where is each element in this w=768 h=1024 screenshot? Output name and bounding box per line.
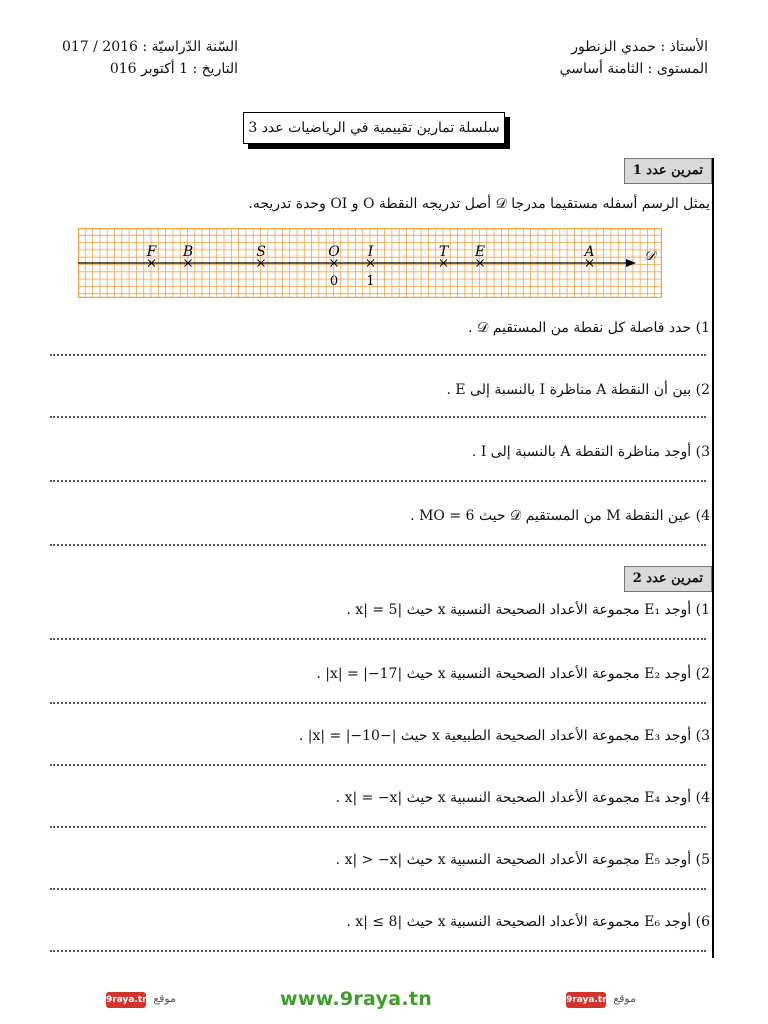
- teacher-name: الأستاذ : حمدي الزنطور: [571, 39, 708, 55]
- site-logo-right[interactable]: [566, 992, 636, 1010]
- logo-badge: 9raya.tn: [106, 992, 146, 1008]
- ex1-question-1: 1) حدد فاصلة كل نقطة من المستقيم 𝒟 .: [468, 320, 710, 336]
- footer: [0, 990, 768, 1014]
- school-year: السّنة الدّراسيّة : 2016 / 017: [61, 39, 238, 55]
- margin-rule: [712, 158, 714, 958]
- logo-badge: 9raya.tn: [566, 992, 606, 1008]
- page-title: سلسلة تمارين تقييمية في الرياضيات عدد 3: [243, 112, 505, 144]
- answer-dots: [50, 474, 706, 482]
- answer-dots: [50, 882, 706, 890]
- ex2-question-4: 4) أوجد E₄ مجموعة الأعداد الصحيحة النسبية x حيث |x| = −x .: [335, 790, 710, 806]
- point-label-I: I: [367, 244, 374, 260]
- ex1-question-4: 4) عين النقطة M من المستقيم 𝒟 حيث MO = 6 .: [410, 508, 710, 524]
- tick-label: 1: [366, 274, 375, 289]
- number-line-svg: [78, 228, 662, 298]
- ex2-question-3: 3) أوجد E₃ مجموعة الأعداد الصحيحة الطبيعية x حيث |−x| = |−10| .: [298, 728, 710, 744]
- point-label-S: S: [256, 244, 266, 260]
- class-level: المستوى : الثامنة أساسي: [559, 61, 708, 77]
- point-label-A: A: [584, 244, 595, 260]
- site-logo-left[interactable]: [106, 992, 176, 1010]
- point-label-E: E: [474, 244, 486, 260]
- answer-dots: [50, 348, 706, 356]
- answer-dots: [50, 944, 706, 952]
- point-label-F: F: [146, 244, 157, 260]
- exercise-1-label: تمرين عدد 1: [624, 158, 712, 184]
- header-teacher-block: [560, 36, 708, 80]
- site-url-link[interactable]: www.9raya.tn: [280, 988, 433, 1010]
- answer-dots: [50, 696, 706, 704]
- answer-dots: [50, 820, 706, 828]
- ex1-question-3: 3) أوجد مناظرة النقطة A بالنسبة إلى I .: [471, 444, 710, 460]
- point-label-T: T: [438, 244, 449, 260]
- exercise-1-intro: يمثل الرسم أسفله مستقيما مدرجا 𝒟 أصل تدريجه النقطة O و OI وحدة تدريجه.: [248, 196, 710, 212]
- date: التاريخ : 1 أكتوبر 016: [109, 61, 238, 77]
- logo-word: موقع: [153, 992, 176, 1005]
- ex2-question-5: 5) أوجد E₅ مجموعة الأعداد الصحيحة النسبية x حيث |x| > −x .: [335, 852, 710, 868]
- exercise-2-label: تمرين عدد 2: [624, 566, 712, 592]
- logo-word: موقع: [613, 992, 636, 1005]
- answer-dots: [50, 758, 706, 766]
- header-date-block: [48, 36, 238, 80]
- line-name-label: 𝒟: [644, 248, 656, 264]
- ex1-question-2: 2) بين أن النقطة A مناظرة I بالنسبة إلى E .: [446, 382, 710, 398]
- graduated-line-figure: [78, 228, 662, 298]
- ex2-question-2: 2) أوجد E₂ مجموعة الأعداد الصحيحة النسبية x حيث |x| = |−17| .: [316, 666, 710, 682]
- point-label-B: B: [182, 244, 194, 260]
- point-label-O: O: [328, 244, 340, 260]
- ex2-question-6: 6) أوجد E₆ مجموعة الأعداد الصحيحة النسبية x حيث |x| ≤ 8 .: [346, 914, 710, 930]
- answer-dots: [50, 410, 706, 418]
- ex2-question-1: 1) أوجد E₁ مجموعة الأعداد الصحيحة النسبية x حيث |x| = 5 .: [346, 602, 710, 618]
- answer-dots: [50, 632, 706, 640]
- answer-dots: [50, 538, 706, 546]
- tick-label: 0: [329, 274, 339, 289]
